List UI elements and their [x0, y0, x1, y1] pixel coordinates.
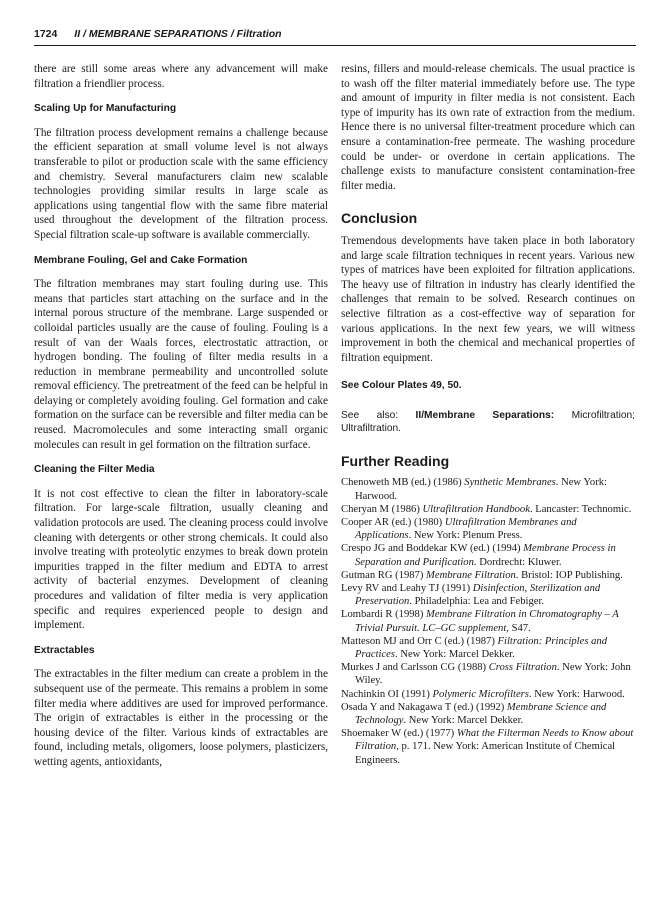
- reference-publisher: . New York: Marcel Dekker.: [395, 649, 515, 661]
- header-rule: [34, 45, 636, 46]
- reference-item: [341, 701, 635, 727]
- reference-title: Membrane Science and Technology: [355, 701, 607, 727]
- paragraph-cleaning: It is not cost effective to clean the filter in laboratory-scale filtration. For large-scale filtration, usually cleaning and validation protocols are used. The cleaning process could involve cleaning with detergents or other strong chemicals. It could also involve treating with proteolytic enzymes to break down protein impurities trapped in the filter medium and EDTA to arrest activity of bacterial enzymes. Development of cleaning procedures and validation of filter media is very application specific and requires experienced people to design and implement.: [34, 487, 328, 632]
- heading-scaling-up: Scaling Up for Manufacturing: [34, 103, 177, 115]
- reference-authors: Gutman RG (1987): [341, 569, 427, 581]
- colour-plates-note: [341, 379, 635, 393]
- reference-title: What the Filterman Needs to Know about Filtration: [355, 728, 634, 753]
- reference-authors: Levy RV and Leahy TJ (1991): [341, 583, 473, 594]
- reference-title: Ultrafiltration Membranes and Applications: [355, 516, 577, 542]
- reference-authors: Chenoweth MB (ed.) (1986): [341, 477, 465, 489]
- reference-list: [341, 476, 635, 766]
- reference-title: Membrane Filtration: [426, 569, 516, 581]
- right-column: [341, 62, 635, 767]
- reference-item: [341, 542, 635, 568]
- reference-item: [341, 635, 635, 661]
- paragraph-membrane-fouling: The filtration membranes may start fouling during use. This means that particles start attaching on the surface and in the internal porous structure of the membrane. Large suspended or colloidal particles usually are the cause of fouling. Fouling is a result of van der Waals forces, electrostatic attraction, or hydrogen bonding. The fouling of filter media results in a reduction in membrane permeability and uncontrolled solute removal efficiency. The pretreatment of the feed can be helpful in delaying or completely avoiding fouling. Gel formation and cake formation on the surface can be reversible and filter media can be reused. Macromolecules and some interacting small organic molecules can result in gel formation on the filtration surface.: [34, 278, 328, 451]
- heading-extractables: Extractables: [34, 644, 95, 656]
- reference-item: [341, 582, 635, 608]
- see-also-links[interactable]: Microfiltration; Ultrafiltration.: [341, 409, 635, 435]
- intro-paragraph: there are still some areas where any advancement will make filtration a friendlier process.: [34, 63, 328, 90]
- reference-title: Disinfection, Sterilization and Preservation: [355, 583, 601, 608]
- see-also-prefix: See also:: [341, 409, 399, 421]
- reference-title: Polymeric Microfilters: [432, 688, 529, 700]
- reference-authors: Nachinkin OI (1991): [341, 688, 433, 700]
- reference-item: [341, 476, 635, 502]
- reference-publisher: . New York: Marcel Dekker.: [403, 715, 524, 727]
- reference-title: Synthetic Membranes: [464, 477, 556, 489]
- reference-item: [341, 503, 635, 516]
- reference-authors: Crespo JG and Boddekar KW (ed.) (1994): [341, 543, 524, 555]
- left-column: [34, 62, 328, 770]
- continued-paragraph: resins, fillers and mould-release chemicals. The usual practice is to wash off the filter material immediately before use. The type and amount of impurity in filter media is not consistent. Each type of impurity has its own rate of extraction from the medium. Hence there is no universal filter-treatment procedure which can ensure a contamination-free permeate. The washing procedure could be under- or overdone in certain applications. The challenge exists to manufacture consistent contamination-free filter media.: [341, 63, 635, 192]
- reference-item: [341, 661, 635, 687]
- heading-conclusion: Conclusion: [341, 210, 418, 227]
- reference-publisher: . New York: Harwood.: [528, 688, 625, 700]
- paragraph-extractables: The extractables in the filter medium can create a problem in the subsequent use of the permeate. This remains a problem in some filter media where additives are used for improved performance. The origin of extractables is either in the processing or the housing device of the filter. Various kinds of extractables are found, including metals, oligomers, loose polymers, plasticizers, wetting agents, antioxidants,: [34, 668, 328, 768]
- page-number: 1724: [34, 28, 58, 40]
- reference-title: Membrane Process in Separation and Purification: [355, 543, 616, 568]
- reference-publisher: , p. 171. New York: American Institute of Chemical Engineers.: [355, 741, 616, 766]
- heading-membrane-fouling: Membrane Fouling, Gel and Cake Formation: [34, 254, 248, 266]
- reference-authors: Cheryan M (1986): [341, 503, 423, 515]
- reference-authors: Matteson MJ and Orr C (ed.) (1987): [341, 635, 498, 647]
- reference-publisher: . New York: John Wiley.: [355, 662, 631, 687]
- see-also: [341, 409, 635, 436]
- reference-publisher: . Bristol: IOP Publishing.: [515, 569, 623, 581]
- heading-further-reading: Further Reading: [341, 452, 450, 469]
- reference-item: [341, 727, 635, 767]
- colour-plates-text: See Colour Plates 49, 50.: [341, 380, 462, 392]
- reference-publisher: . Dordrecht: Kluwer.: [473, 556, 562, 568]
- reference-title: Cross Filtration: [488, 662, 557, 674]
- reference-item: [341, 516, 635, 542]
- reference-publisher: . Lancaster: Technomic.: [529, 503, 632, 515]
- running-header: [34, 28, 636, 40]
- reference-publisher: . Philadelphia: Lea and Febiger.: [409, 596, 545, 608]
- reference-authors: Murkes J and Carlsson CG (1988): [341, 662, 489, 674]
- reference-item: [341, 608, 635, 634]
- reference-item: [341, 688, 635, 701]
- reference-publisher: . New York: Plenum Press.: [408, 530, 523, 542]
- reference-authors: Lombardi R (1998): [341, 609, 427, 621]
- reference-authors: Osada Y and Nakagawa T (ed.) (1992): [341, 701, 507, 713]
- paragraph-scaling-up: The filtration process development remains a challenge because the efficient separation at small volume level is not always transferable to pilot or production scale with the same efficiency and chemistry. Several manufacturers claim new scalable technologies providing similar results in large scale as applications using tangential flow with the same fibre material used throughout the development of the filtration process. Special filtration scale-up software is available commercially.: [34, 126, 328, 241]
- reference-authors: Cooper AR (ed.) (1980): [341, 516, 445, 528]
- reference-publisher: . New York: Harwood.: [355, 477, 607, 502]
- reference-authors: Shoemaker W (ed.) (1977): [341, 728, 457, 740]
- heading-cleaning: Cleaning the Filter Media: [34, 464, 155, 476]
- see-also-link-section[interactable]: II/Membrane Separations:: [415, 409, 555, 421]
- section-title: II / MEMBRANE SEPARATIONS / Filtration: [74, 28, 282, 40]
- paragraph-conclusion: Tremendous developments have taken place in both laboratory and large scale filtration techniques in recent years. Various new types of matrices have been exploited for filtration applications. The heavy use of filtration in industry has clearly identified the challenges that remain to be solved. Research continues on selective filtration as a cost-effective way of separation for various applications. In the next few years, we will witness improvement in both the chemical and mechanical properties of filtration equipment.: [341, 234, 635, 364]
- reference-title: Membrane Filtration in Chromatography – A Trivial Pursuit. LC–GC supplement: [355, 609, 619, 634]
- reference-title: Filtration: Principles and Practices: [355, 635, 607, 661]
- reference-title: Ultrafiltration Handbook: [422, 503, 530, 515]
- reference-publisher: , S47.: [506, 622, 531, 634]
- reference-item: [341, 569, 635, 582]
